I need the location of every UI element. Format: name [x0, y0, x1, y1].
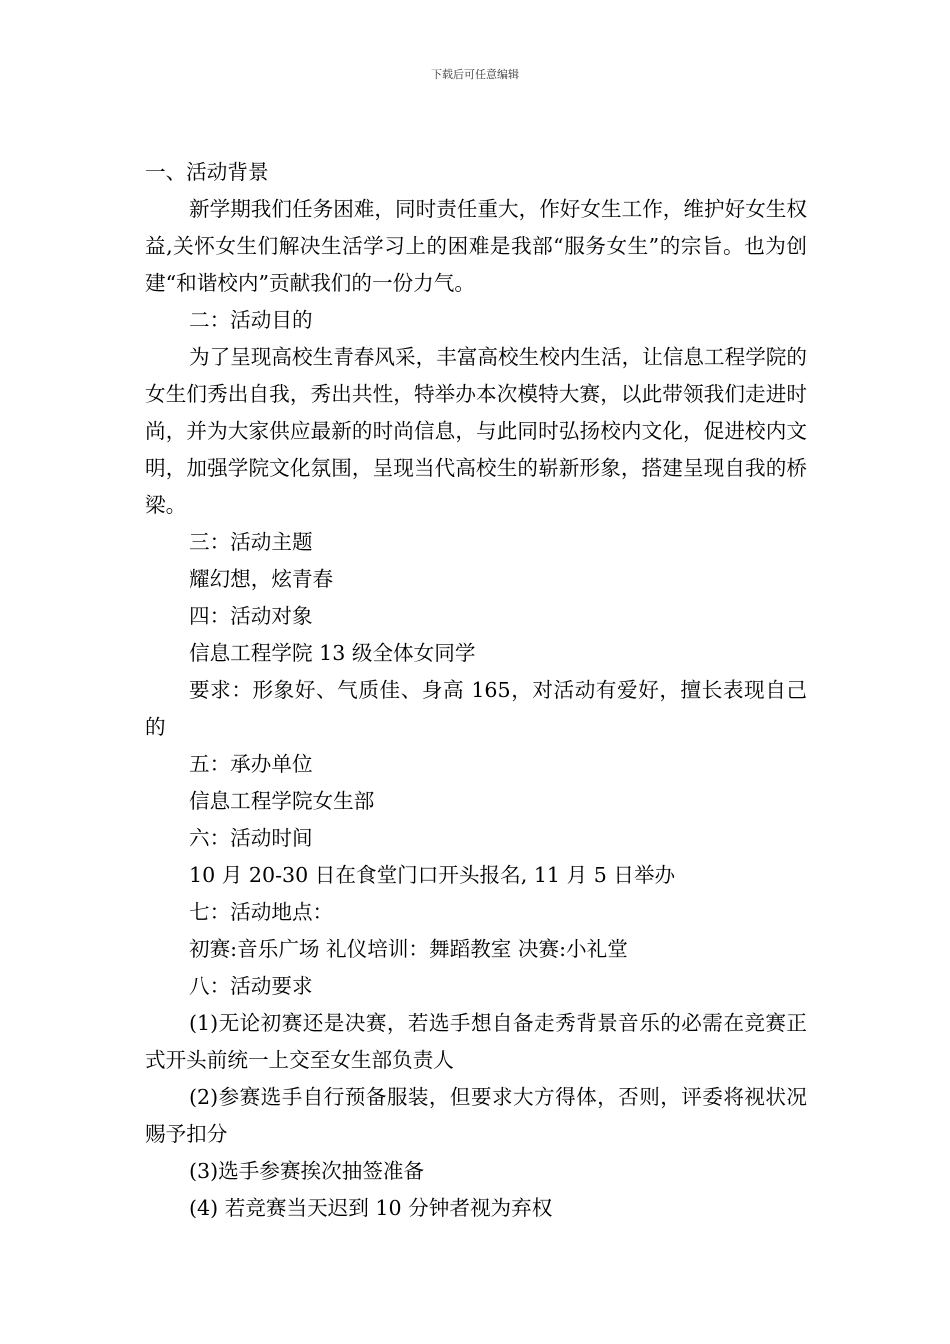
- paragraph: 新学期我们任务困难，同时责任重大，作好女生工作，维护好女生权益,关怀女生们解决生活学习上的困难是我部“服务女生”的宗旨。也为创建“和谐校内”贡献我们的一份力气。: [145, 197, 807, 295]
- section-heading: 四：活动对象: [189, 604, 313, 628]
- section-heading: 五：承办单位: [189, 752, 313, 776]
- section-heading: 八：活动要求: [189, 974, 313, 998]
- section-heading: 六：活动时间: [189, 826, 313, 850]
- paragraph: (2)参赛选手自行预备服装，但要求大方得体，否则，评委将视状况赐予扣分: [145, 1085, 807, 1146]
- section-heading: 三：活动主题: [189, 530, 313, 554]
- paragraph: 耀幻想，炫青春: [189, 567, 334, 591]
- paragraph: 10 月 20-30 日在食堂门口开头报名, 11 月 5 日举办: [189, 863, 676, 887]
- paragraph: 一、活动背景: [145, 160, 269, 184]
- page-header: 下载后可任意编辑: [431, 68, 519, 81]
- document-body: [145, 154, 807, 1227]
- paragraph: (4) 若竞赛当天迟到 10 分钟者视为弃权: [189, 1196, 553, 1220]
- paragraph: 信息工程学院 13 级全体女同学: [189, 641, 476, 665]
- section-heading: 二：活动目的: [189, 308, 313, 332]
- paragraph: 信息工程学院女生部: [189, 789, 375, 813]
- paragraph: 要求：形象好、气质佳、身高 165，对活动有爱好，擅长表现自己的: [145, 678, 807, 739]
- section-heading: 七：活动地点：: [189, 900, 334, 924]
- paragraph: (1)无论初赛还是决赛，若选手想自备走秀背景音乐的必需在竞赛正式开头前统一上交至女生部负责人: [145, 1011, 807, 1072]
- paragraph: (3)选手参赛挨次抽签准备: [189, 1159, 425, 1183]
- paragraph: 为了呈现高校生青春风采，丰富高校生校内生活，让信息工程学院的女生们秀出自我，秀出共性，特举办本次模特大赛，以此带领我们走进时尚，并为大家供应最新的时尚信息，与此同时弘扬校内文化，促进校内文明，加强学院文化氛围，呈现当代高校生的崭新形象，搭建呈现自我的桥梁。: [145, 345, 807, 517]
- paragraph: 初赛:音乐广场 礼仪培训：舞蹈教室 决赛:小礼堂: [189, 937, 628, 961]
